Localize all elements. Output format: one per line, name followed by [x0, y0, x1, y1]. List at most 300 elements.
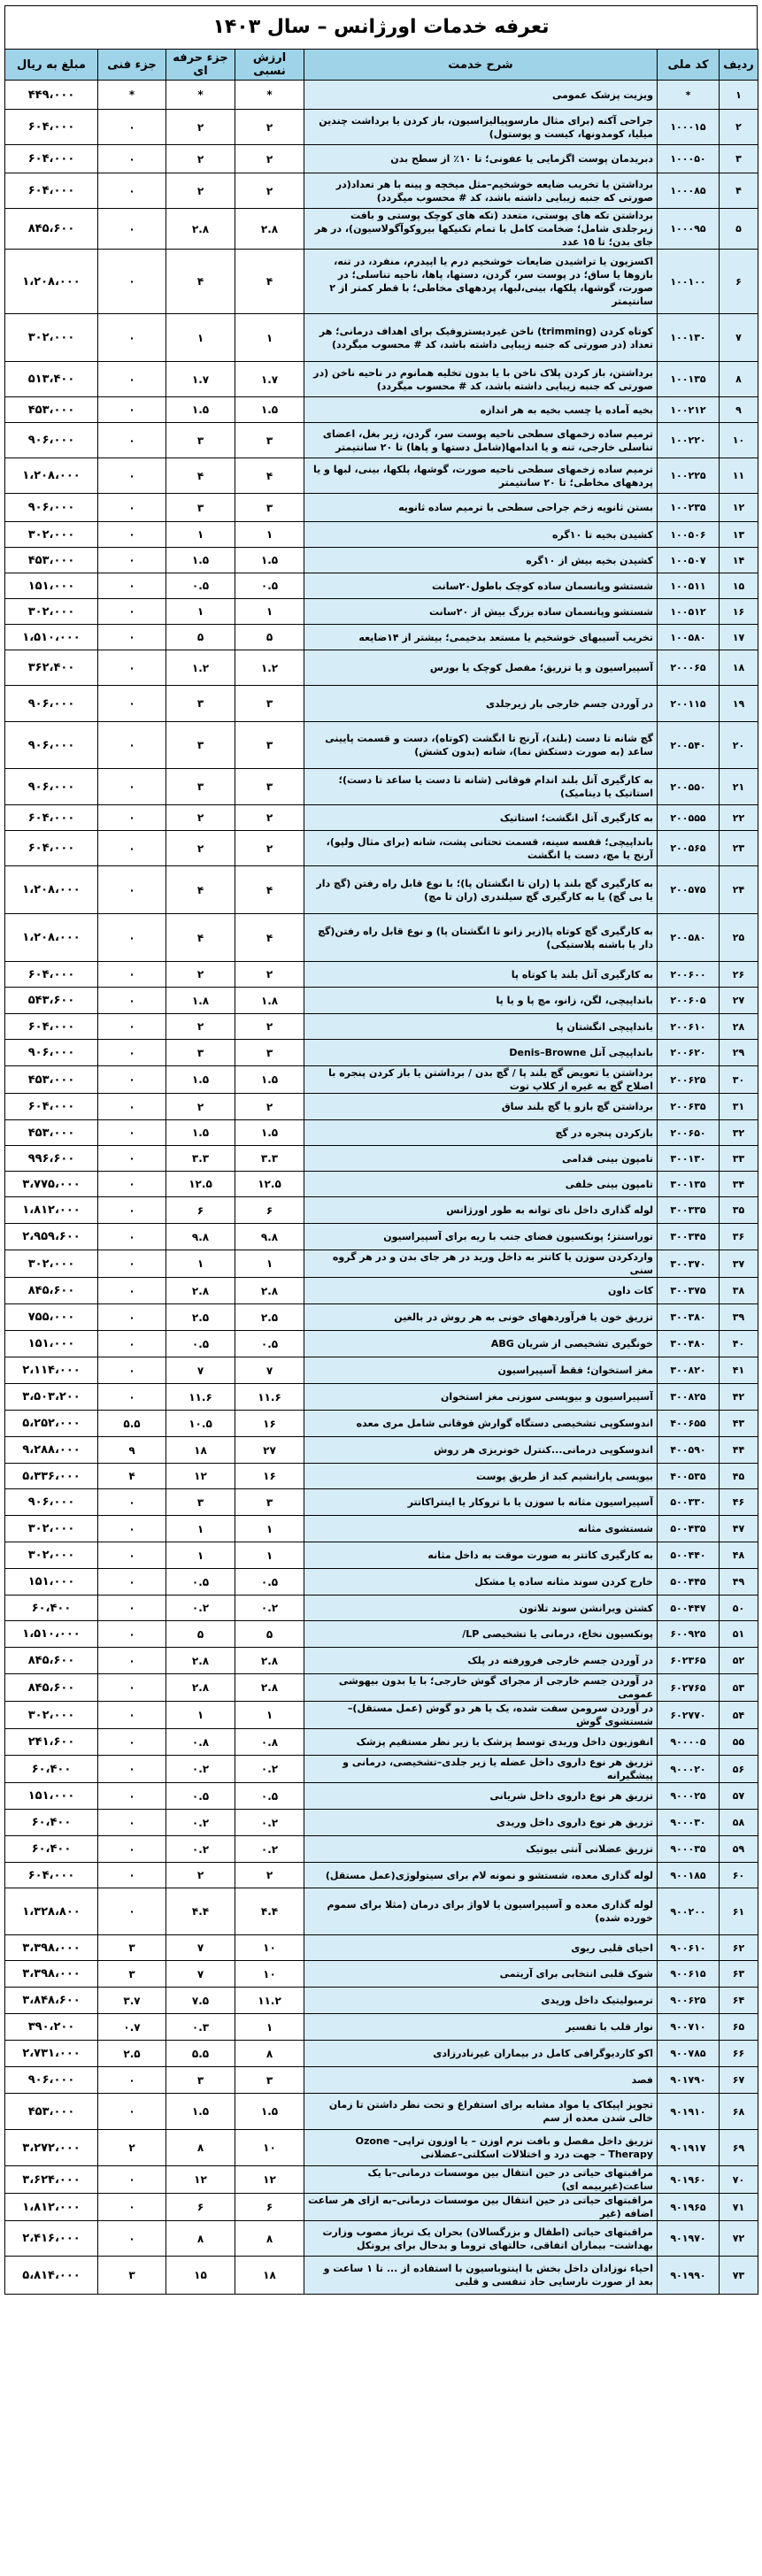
- professional-component-cell: ۱: [166, 599, 235, 625]
- professional-component-cell: ۲: [166, 805, 235, 831]
- row-number-cell: ۶۲: [720, 1935, 758, 1961]
- professional-component-cell: ۱: [166, 1702, 235, 1729]
- national-code-cell: ۹۰۰۱۸۵: [658, 1863, 720, 1888]
- row-number-cell: ۳۱: [720, 1094, 758, 1120]
- professional-component-cell: ۵: [166, 625, 235, 650]
- national-code-cell: ۲۰۰۶۵۰: [658, 1120, 720, 1146]
- relative-value-cell: ۲: [235, 173, 304, 209]
- relative-value-cell: ۰.۲: [235, 1836, 304, 1863]
- row-number-cell: ۲۰: [720, 722, 758, 769]
- technical-component-cell: ۰: [98, 2094, 166, 2130]
- service-description-cell: مراقبتهای حیاتی در حین انتقال بین موسسات درمانی–به ازای هر ساعت اضافه (غیر: [304, 2194, 658, 2221]
- professional-component-cell: ۳: [166, 686, 235, 722]
- row-number-cell: ۷۳: [720, 2257, 758, 2295]
- table-row: [5, 314, 758, 362]
- row-number-cell: ۶۰: [720, 1863, 758, 1888]
- table-row: [5, 866, 758, 914]
- row-number-cell: ۴۵: [720, 1464, 758, 1489]
- technical-component-cell: ۰: [98, 650, 166, 686]
- page-title: تعرفه خدمات اورژانس – سال ۱۴۰۳: [4, 5, 758, 49]
- professional-component-cell: ۱۵: [166, 2257, 235, 2295]
- price-rial-cell: ۳،۶۲۴،۰۰۰: [5, 2166, 98, 2194]
- professional-component-cell: ۲: [166, 1094, 235, 1120]
- table-row: [5, 2166, 758, 2194]
- row-number-cell: ۱۷: [720, 625, 758, 650]
- technical-component-cell: ۳.۷: [98, 1988, 166, 2014]
- relative-value-cell: ۱۱.۲: [235, 1988, 304, 2014]
- relative-value-cell: ۳: [235, 686, 304, 722]
- relative-value-cell: ۱۸: [235, 2257, 304, 2295]
- professional-component-cell: ۲.۸: [166, 1278, 235, 1304]
- relative-value-cell: ۱۶: [235, 1411, 304, 1437]
- professional-component-cell: ۷: [166, 1961, 235, 1988]
- relative-value-cell: ۰.۵: [235, 1783, 304, 1810]
- service-description-cell: اندوسکوپی درمانی...کنترل خونریزی هر روش: [304, 1437, 658, 1464]
- service-description-cell: احیاء نوزادان داخل بخش با اینتوباسیون با استفاده از ... تا ۱ ساعت و بعد از صورت نارسایی حاد تنفسی و قلبی: [304, 2257, 658, 2295]
- table-row: [5, 1961, 758, 1988]
- price-rial-cell: ۳۰۲،۰۰۰: [5, 599, 98, 625]
- service-description-cell: اکسزیون یا تراشیدن ضایعات خوشخیم درم یا اپیدرم، منفرد، در تنه، بازوها یا ساق؛ در پوست سر، گردن، دستها، پاها، ناحیه تناسلی؛ در صورت، گوشها، پلکها، بینی،لبها، پردههای مخاطی؛ با قطر کمتر از ۲ سانتیمتر: [304, 250, 658, 314]
- price-rial-cell: ۶۰،۴۰۰: [5, 1596, 98, 1621]
- row-number-cell: ۳۰: [720, 1066, 758, 1094]
- relative-value-cell: ۶: [235, 2194, 304, 2221]
- relative-value-cell: ۲: [235, 1863, 304, 1888]
- technical-component-cell: ۰: [98, 173, 166, 209]
- table-row: [5, 1384, 758, 1411]
- technical-component-cell: ۰: [98, 458, 166, 494]
- national-code-cell: ۱۰۰۵۱۲: [658, 599, 720, 625]
- header-service-description: شرح خدمت: [304, 50, 658, 81]
- professional-component-cell: ۳: [166, 423, 235, 458]
- national-code-cell: ۹۰۱۹۷۰: [658, 2221, 720, 2257]
- national-code-cell: ۳۰۰۸۲۰: [658, 1357, 720, 1384]
- professional-component-cell: ۳: [166, 494, 235, 522]
- professional-component-cell: ۲.۵: [166, 1304, 235, 1331]
- row-number-cell: ۳۳: [720, 1146, 758, 1172]
- relative-value-cell: ۲.۸: [235, 1278, 304, 1304]
- technical-component-cell: ۰: [98, 423, 166, 458]
- technical-component-cell: ۰: [98, 1120, 166, 1146]
- technical-component-cell: ۳: [98, 1961, 166, 1988]
- price-rial-cell: ۴۵۳،۰۰۰: [5, 397, 98, 423]
- professional-component-cell: ۴: [166, 914, 235, 962]
- national-code-cell: ۹۰۱۹۶۰: [658, 2166, 720, 2194]
- professional-component-cell: ۴: [166, 866, 235, 914]
- technical-component-cell: ۰.۷: [98, 2014, 166, 2041]
- table-row: [5, 1836, 758, 1863]
- service-description-cell: نوار قلب با تفسیر: [304, 2014, 658, 2041]
- price-rial-cell: ۱،۵۱۰،۰۰۰: [5, 1621, 98, 1648]
- national-code-cell: ۲۰۰۵۵۰: [658, 769, 720, 805]
- row-number-cell: ۴۸: [720, 1542, 758, 1569]
- technical-component-cell: ۰: [98, 1783, 166, 1810]
- price-rial-cell: ۶۰،۴۰۰: [5, 1836, 98, 1863]
- row-number-cell: ۷۰: [720, 2166, 758, 2194]
- professional-component-cell: ۱.۵: [166, 548, 235, 573]
- row-number-cell: ۱۲: [720, 494, 758, 522]
- professional-component-cell: ۲: [166, 1014, 235, 1040]
- price-rial-cell: ۲،۴۱۶،۰۰۰: [5, 2221, 98, 2257]
- table-row: [5, 769, 758, 805]
- professional-component-cell: ۳: [166, 1489, 235, 1516]
- technical-component-cell: ۰: [98, 522, 166, 548]
- relative-value-cell: ۳: [235, 769, 304, 805]
- relative-value-cell: ۱.۷: [235, 362, 304, 397]
- row-number-cell: ۳۲: [720, 1120, 758, 1146]
- professional-component-cell: ۲.۸: [166, 209, 235, 250]
- row-number-cell: ۶۴: [720, 1988, 758, 2014]
- professional-component-cell: ۷.۵: [166, 1988, 235, 2014]
- row-number-cell: ۱۱: [720, 458, 758, 494]
- header-relative-value: ارزش نسبی: [235, 50, 304, 81]
- service-description-cell: گچ شانه تا دست (بلند)، آرنج تا انگشت (کوتاه)، دست و قسمت پایینی ساعد (به صورت دستکش نما)، شانه (بدون کشش): [304, 722, 658, 769]
- technical-component-cell: ۰: [98, 1357, 166, 1384]
- professional-component-cell: ۳: [166, 1040, 235, 1066]
- technical-component-cell: *: [98, 81, 166, 110]
- relative-value-cell: ۴: [235, 458, 304, 494]
- relative-value-cell: ۴.۴: [235, 1888, 304, 1935]
- professional-component-cell: ۴: [166, 458, 235, 494]
- row-number-cell: ۲۲: [720, 805, 758, 831]
- price-rial-cell: ۶۰۴،۰۰۰: [5, 145, 98, 173]
- row-number-cell: ۱۳: [720, 522, 758, 548]
- technical-component-cell: ۰: [98, 1674, 166, 1702]
- price-rial-cell: ۱۵۱،۰۰۰: [5, 1331, 98, 1357]
- service-description-cell: بانداپیچی انگشتان پا: [304, 1014, 658, 1040]
- technical-component-cell: ۰: [98, 1250, 166, 1278]
- professional-component-cell: ۱.۵: [166, 397, 235, 423]
- professional-component-cell: ۴.۴: [166, 1888, 235, 1935]
- table-row: [5, 81, 758, 110]
- technical-component-cell: ۰: [98, 1040, 166, 1066]
- technical-component-cell: ۰: [98, 1569, 166, 1596]
- professional-component-cell: ۱۲: [166, 1464, 235, 1489]
- table-row: [5, 831, 758, 866]
- price-rial-cell: ۳،۵۰۳،۲۰۰: [5, 1384, 98, 1411]
- table-row: [5, 1569, 758, 1596]
- row-number-cell: ۶۹: [720, 2130, 758, 2166]
- service-description-cell: برداشتن تکه های پوستی، متعدد (تکه های کوچک پوستی و بافت زیرجلدی شامل؛ ضخامت کامل با تمام تکنیکها بیروکوآگولاسیون)، در هر جای بدن؛ تا ۱۵ عدد: [304, 209, 658, 250]
- relative-value-cell: ۲: [235, 145, 304, 173]
- price-rial-cell: ۶۰۴،۰۰۰: [5, 1863, 98, 1888]
- service-description-cell: بانداپیچی؛ قفسه سینه، قسمت تحتانی پشت، شانه (برای مثال ولپو)، آرنج یا مچ، دست یا انگشت: [304, 831, 658, 866]
- row-number-cell: ۴۱: [720, 1357, 758, 1384]
- service-description-cell: کشیدن بخیه تا ۱۰گره: [304, 522, 658, 548]
- technical-component-cell: ۰: [98, 599, 166, 625]
- row-number-cell: ۵: [720, 209, 758, 250]
- row-number-cell: ۵۳: [720, 1674, 758, 1702]
- service-description-cell: فصد: [304, 2067, 658, 2094]
- table-row: [5, 1172, 758, 1197]
- service-description-cell: ترمیم ساده زخمهای سطحی ناحیه پوست سر، گردن، زیر بغل، اعضای تناسلی خارجی، تنه و یا اندامها(شامل دستها و پاها) تا ۲۰ سانتیمتر: [304, 423, 658, 458]
- price-rial-cell: ۵،۸۱۴،۰۰۰: [5, 2257, 98, 2295]
- price-rial-cell: ۴۵۳،۰۰۰: [5, 2094, 98, 2130]
- professional-component-cell: ۰.۲: [166, 1810, 235, 1836]
- national-code-cell: ۱۰۰۲۲۰: [658, 423, 720, 458]
- price-rial-cell: ۳،۷۷۵،۰۰۰: [5, 1172, 98, 1197]
- row-number-cell: ۱۶: [720, 599, 758, 625]
- relative-value-cell: ۹.۸: [235, 1224, 304, 1250]
- price-rial-cell: ۴۵۳،۰۰۰: [5, 548, 98, 573]
- relative-value-cell: ۲.۵: [235, 1304, 304, 1331]
- service-description-cell: تزریق هر نوع داروی داخل وریدی: [304, 1810, 658, 1836]
- national-code-cell: ۱۰۰۵۰۶: [658, 522, 720, 548]
- table-row: [5, 1066, 758, 1094]
- national-code-cell: ۳۰۰۳۷۵: [658, 1278, 720, 1304]
- table-row: [5, 650, 758, 686]
- price-rial-cell: ۳۰۲،۰۰۰: [5, 1516, 98, 1542]
- relative-value-cell: ۵: [235, 1621, 304, 1648]
- technical-component-cell: ۰: [98, 914, 166, 962]
- service-description-cell: کوتاه کردن (trimming) ناخن غیردیستروفیک برای اهداف درمانی؛ هر تعداد (در صورتی که جنبه زیبایی داشته باشد، کد # محسوب میگردد): [304, 314, 658, 362]
- technical-component-cell: ۰: [98, 2166, 166, 2194]
- professional-component-cell: ۰.۲: [166, 1596, 235, 1621]
- price-rial-cell: ۳،۳۹۸،۰۰۰: [5, 1935, 98, 1961]
- service-description-cell: مغز استخوان؛ فقط آسپیراسیون: [304, 1357, 658, 1384]
- national-code-cell: ۳۰۰۳۴۵: [658, 1224, 720, 1250]
- row-number-cell: ۵۹: [720, 1836, 758, 1863]
- national-code-cell: ۲۰۰۶۲۰: [658, 1040, 720, 1066]
- professional-component-cell: ۷: [166, 1935, 235, 1961]
- row-number-cell: ۶: [720, 250, 758, 314]
- technical-component-cell: ۰: [98, 314, 166, 362]
- price-rial-cell: ۳۶۲،۴۰۰: [5, 650, 98, 686]
- service-description-cell: در آوردن جسم خارجی بار زیرجلدی: [304, 686, 658, 722]
- table-row: [5, 2094, 758, 2130]
- national-code-cell: ۱۰۰۵۱۱: [658, 573, 720, 599]
- header-technical-component: جزء فنی: [98, 50, 166, 81]
- price-rial-cell: ۱،۳۲۸،۸۰۰: [5, 1888, 98, 1935]
- price-rial-cell: ۱،۲۰۸،۰۰۰: [5, 866, 98, 914]
- professional-component-cell: ۲: [166, 173, 235, 209]
- relative-value-cell: ۸: [235, 2041, 304, 2067]
- relative-value-cell: ۱۰: [235, 1935, 304, 1961]
- service-description-cell: جراحی آکنه (برای مثال مارسوپیالیزاسیون، باز کردن یا برداشت چندین میلیا، کومدونها، کیست و پوستول): [304, 110, 658, 145]
- row-number-cell: ۶۵: [720, 2014, 758, 2041]
- national-code-cell: ۲۰۰۶۰۵: [658, 988, 720, 1014]
- national-code-cell: ۹۰۰۰۲۰: [658, 1756, 720, 1783]
- table-row: [5, 1304, 758, 1331]
- national-code-cell: ۵۰۰۴۴۵: [658, 1569, 720, 1596]
- row-number-cell: ۴۰: [720, 1331, 758, 1357]
- technical-component-cell: ۰: [98, 686, 166, 722]
- price-rial-cell: ۴۵۳،۰۰۰: [5, 1120, 98, 1146]
- row-number-cell: ۷۱: [720, 2194, 758, 2221]
- table-row: [5, 1888, 758, 1935]
- technical-component-cell: ۰: [98, 362, 166, 397]
- relative-value-cell: ۲: [235, 1014, 304, 1040]
- professional-component-cell: ۰.۵: [166, 1331, 235, 1357]
- price-rial-cell: ۷۵۵،۰۰۰: [5, 1304, 98, 1331]
- price-rial-cell: ۱،۲۰۸،۰۰۰: [5, 458, 98, 494]
- technical-component-cell: ۰: [98, 1331, 166, 1357]
- relative-value-cell: ۲: [235, 962, 304, 988]
- technical-component-cell: ۰: [98, 250, 166, 314]
- technical-component-cell: ۳: [98, 2257, 166, 2295]
- technical-component-cell: ۰: [98, 805, 166, 831]
- relative-value-cell: ۱: [235, 599, 304, 625]
- price-rial-cell: ۳۰۲،۰۰۰: [5, 1702, 98, 1729]
- professional-component-cell: ۲: [166, 145, 235, 173]
- table-row: [5, 1810, 758, 1836]
- price-rial-cell: ۳،۲۷۲،۰۰۰: [5, 2130, 98, 2166]
- price-rial-cell: ۴۵۳،۰۰۰: [5, 1066, 98, 1094]
- national-code-cell: ۴۰۰۶۵۵: [658, 1411, 720, 1437]
- table-row: [5, 362, 758, 397]
- relative-value-cell: ۳: [235, 494, 304, 522]
- technical-component-cell: ۲: [98, 2130, 166, 2166]
- price-rial-cell: ۳۹۰،۲۰۰: [5, 2014, 98, 2041]
- table-row: [5, 2014, 758, 2041]
- table-row: [5, 1094, 758, 1120]
- price-rial-cell: ۱،۲۰۸،۰۰۰: [5, 250, 98, 314]
- table-row: [5, 1197, 758, 1224]
- table-row: [5, 1935, 758, 1961]
- service-description-cell: آسپیراسیون و بیوپسی سوزنی مغز استخوان: [304, 1384, 658, 1411]
- professional-component-cell: ۰.۵: [166, 1783, 235, 1810]
- technical-component-cell: ۰: [98, 625, 166, 650]
- row-number-cell: ۲۷: [720, 988, 758, 1014]
- price-rial-cell: ۲،۷۳۱،۰۰۰: [5, 2041, 98, 2067]
- table-row: [5, 1250, 758, 1278]
- service-description-cell: برداشتن یا تخریب ضایعه خوشخیم–مثل میخچه و پینه با هر تعداد(در صورتی که جنبه زیبایی داشته باشد، کد # محسوب میگردد): [304, 173, 658, 209]
- relative-value-cell: ۲.۸: [235, 1648, 304, 1674]
- table-row: [5, 1988, 758, 2014]
- relative-value-cell: ۲: [235, 805, 304, 831]
- technical-component-cell: ۰: [98, 1836, 166, 1863]
- service-description-cell: کات داون: [304, 1278, 658, 1304]
- header-national-code: کد ملی: [658, 50, 720, 81]
- technical-component-cell: ۰: [98, 1066, 166, 1094]
- row-number-cell: ۱۹: [720, 686, 758, 722]
- row-number-cell: ۱۸: [720, 650, 758, 686]
- national-code-cell: ۹۰۱۹۱۰: [658, 2094, 720, 2130]
- header-price-rial: مبلغ به ریال: [5, 50, 98, 81]
- national-code-cell: ۱۰۰۵۰۷: [658, 548, 720, 573]
- professional-component-cell: ۸: [166, 2221, 235, 2257]
- table-row: [5, 110, 758, 145]
- price-rial-cell: ۳۰۲،۰۰۰: [5, 314, 98, 362]
- relative-value-cell: ۶: [235, 1197, 304, 1224]
- technical-component-cell: ۰: [98, 1596, 166, 1621]
- technical-component-cell: ۰: [98, 1197, 166, 1224]
- table-row: [5, 962, 758, 988]
- service-description-cell: خارج کردن سوند مثانه ساده یا مشکل: [304, 1569, 658, 1596]
- row-number-cell: ۴۲: [720, 1384, 758, 1411]
- table-row: [5, 1014, 758, 1040]
- relative-value-cell: ۱: [235, 1516, 304, 1542]
- technical-component-cell: ۰: [98, 1224, 166, 1250]
- relative-value-cell: ۱: [235, 314, 304, 362]
- table-row: [5, 423, 758, 458]
- header-row-number: ردیف: [720, 50, 758, 81]
- national-code-cell: ۵۰۰۳۳۰: [658, 1489, 720, 1516]
- professional-component-cell: ۱.۵: [166, 2094, 235, 2130]
- national-code-cell: ۴۰۰۵۳۵: [658, 1464, 720, 1489]
- professional-component-cell: ۱۸: [166, 1437, 235, 1464]
- technical-component-cell: ۰: [98, 397, 166, 423]
- table-row: [5, 722, 758, 769]
- technical-component-cell: ۵.۵: [98, 1411, 166, 1437]
- professional-component-cell: ۱.۵: [166, 1120, 235, 1146]
- professional-component-cell: ۳: [166, 2067, 235, 2094]
- national-code-cell: ۱۰۰۵۸۰: [658, 625, 720, 650]
- price-rial-cell: ۹۰۶،۰۰۰: [5, 1040, 98, 1066]
- national-code-cell: ۹۰۰۶۱۵: [658, 1961, 720, 1988]
- technical-component-cell: ۰: [98, 1810, 166, 1836]
- table-row: [5, 1702, 758, 1729]
- table-row: [5, 1756, 758, 1783]
- table-row: [5, 2257, 758, 2295]
- service-description-cell: به کارگیری گچ کوتاه پا(زیر زانو تا انگشتان پا) و نوع قابل راه رفتن(گچ دار یا باشنه پلاستیکی): [304, 914, 658, 962]
- relative-value-cell: ۲.۸: [235, 1674, 304, 1702]
- row-number-cell: ۴: [720, 173, 758, 209]
- header-row: [5, 50, 758, 81]
- national-code-cell: ۱۰۰۰۹۵: [658, 209, 720, 250]
- service-description-cell: تزریق خون یا فرآوردههای خونی به هر روش در بالغین: [304, 1304, 658, 1331]
- price-rial-cell: ۶۰،۴۰۰: [5, 1810, 98, 1836]
- service-description-cell: تامپون بینی خلفی: [304, 1172, 658, 1197]
- technical-component-cell: ۰: [98, 769, 166, 805]
- service-description-cell: دبریدمان پوست اگزمایی یا عفونی؛ تا ۱۰٪ از سطح بدن: [304, 145, 658, 173]
- professional-component-cell: ۵: [166, 1621, 235, 1648]
- service-description-cell: برداشتن، باز کردن پلاک ناخن با یا بدون تخلیه همانوم در ناحیه ناخن (در صورتی که جنبه زیبایی داشته باشد، کد # محسوب میگردد): [304, 362, 658, 397]
- table-row: [5, 1729, 758, 1756]
- professional-component-cell: ۳: [166, 722, 235, 769]
- table-row: [5, 914, 758, 962]
- relative-value-cell: ۴: [235, 866, 304, 914]
- service-description-cell: تجویز اپیکاک یا مواد مشابه برای استفراغ و تحت نظر داشتن تا زمان خالی شدن معده از سم: [304, 2094, 658, 2130]
- service-description-cell: تزریق هر نوع داروی داخل عضله یا زیر جلدی–تشخیصی، درمانی و پیشگیرانه: [304, 1756, 658, 1783]
- service-description-cell: بانداپیچی آتل Denis–Browne: [304, 1040, 658, 1066]
- relative-value-cell: ۴: [235, 914, 304, 962]
- price-rial-cell: ۱۵۱،۰۰۰: [5, 1569, 98, 1596]
- price-rial-cell: ۶۰۴،۰۰۰: [5, 962, 98, 988]
- professional-component-cell: ۱: [166, 314, 235, 362]
- table-row: [5, 2041, 758, 2067]
- professional-component-cell: ۰.۳: [166, 2014, 235, 2041]
- table-row: [5, 250, 758, 314]
- row-number-cell: ۷: [720, 314, 758, 362]
- professional-component-cell: *: [166, 81, 235, 110]
- service-description-cell: تخریب آسیبهای خوشخیم یا مستعد بدخیمی؛ بیشتر از ۱۴ضایعه: [304, 625, 658, 650]
- table-row: [5, 1331, 758, 1357]
- professional-component-cell: ۱.۲: [166, 650, 235, 686]
- national-code-cell: ۶۰۲۷۷۰: [658, 1702, 720, 1729]
- row-number-cell: ۵۶: [720, 1756, 758, 1783]
- service-description-cell: تامپون بینی قدامی: [304, 1146, 658, 1172]
- relative-value-cell: ۵: [235, 625, 304, 650]
- price-rial-cell: ۳۰۲،۰۰۰: [5, 522, 98, 548]
- service-description-cell: احیای قلبی ریوی: [304, 1935, 658, 1961]
- national-code-cell: ۶۰۲۳۶۵: [658, 1648, 720, 1674]
- national-code-cell: ۱۰۰۲۳۵: [658, 494, 720, 522]
- row-number-cell: ۲۱: [720, 769, 758, 805]
- relative-value-cell: ۰.۵: [235, 1331, 304, 1357]
- professional-component-cell: ۱: [166, 1250, 235, 1278]
- price-rial-cell: ۹۰۶،۰۰۰: [5, 494, 98, 522]
- service-description-cell: کشیدن بخیه بیش از ۱۰گره: [304, 548, 658, 573]
- service-description-cell: تزریق عضلانی آنتی بیوتیک: [304, 1836, 658, 1863]
- table-row: [5, 1542, 758, 1569]
- national-code-cell: ۱۰۰۲۱۲: [658, 397, 720, 423]
- service-description-cell: ویزیت پزشک عمومی: [304, 81, 658, 110]
- row-number-cell: ۳۷: [720, 1250, 758, 1278]
- service-description-cell: توراسنتز؛ پونکسیون فضای جنب با ریه برای آسپیراسیون: [304, 1224, 658, 1250]
- national-code-cell: ۳۰۰۳۷۰: [658, 1250, 720, 1278]
- technical-component-cell: ۰: [98, 494, 166, 522]
- row-number-cell: ۷۲: [720, 2221, 758, 2257]
